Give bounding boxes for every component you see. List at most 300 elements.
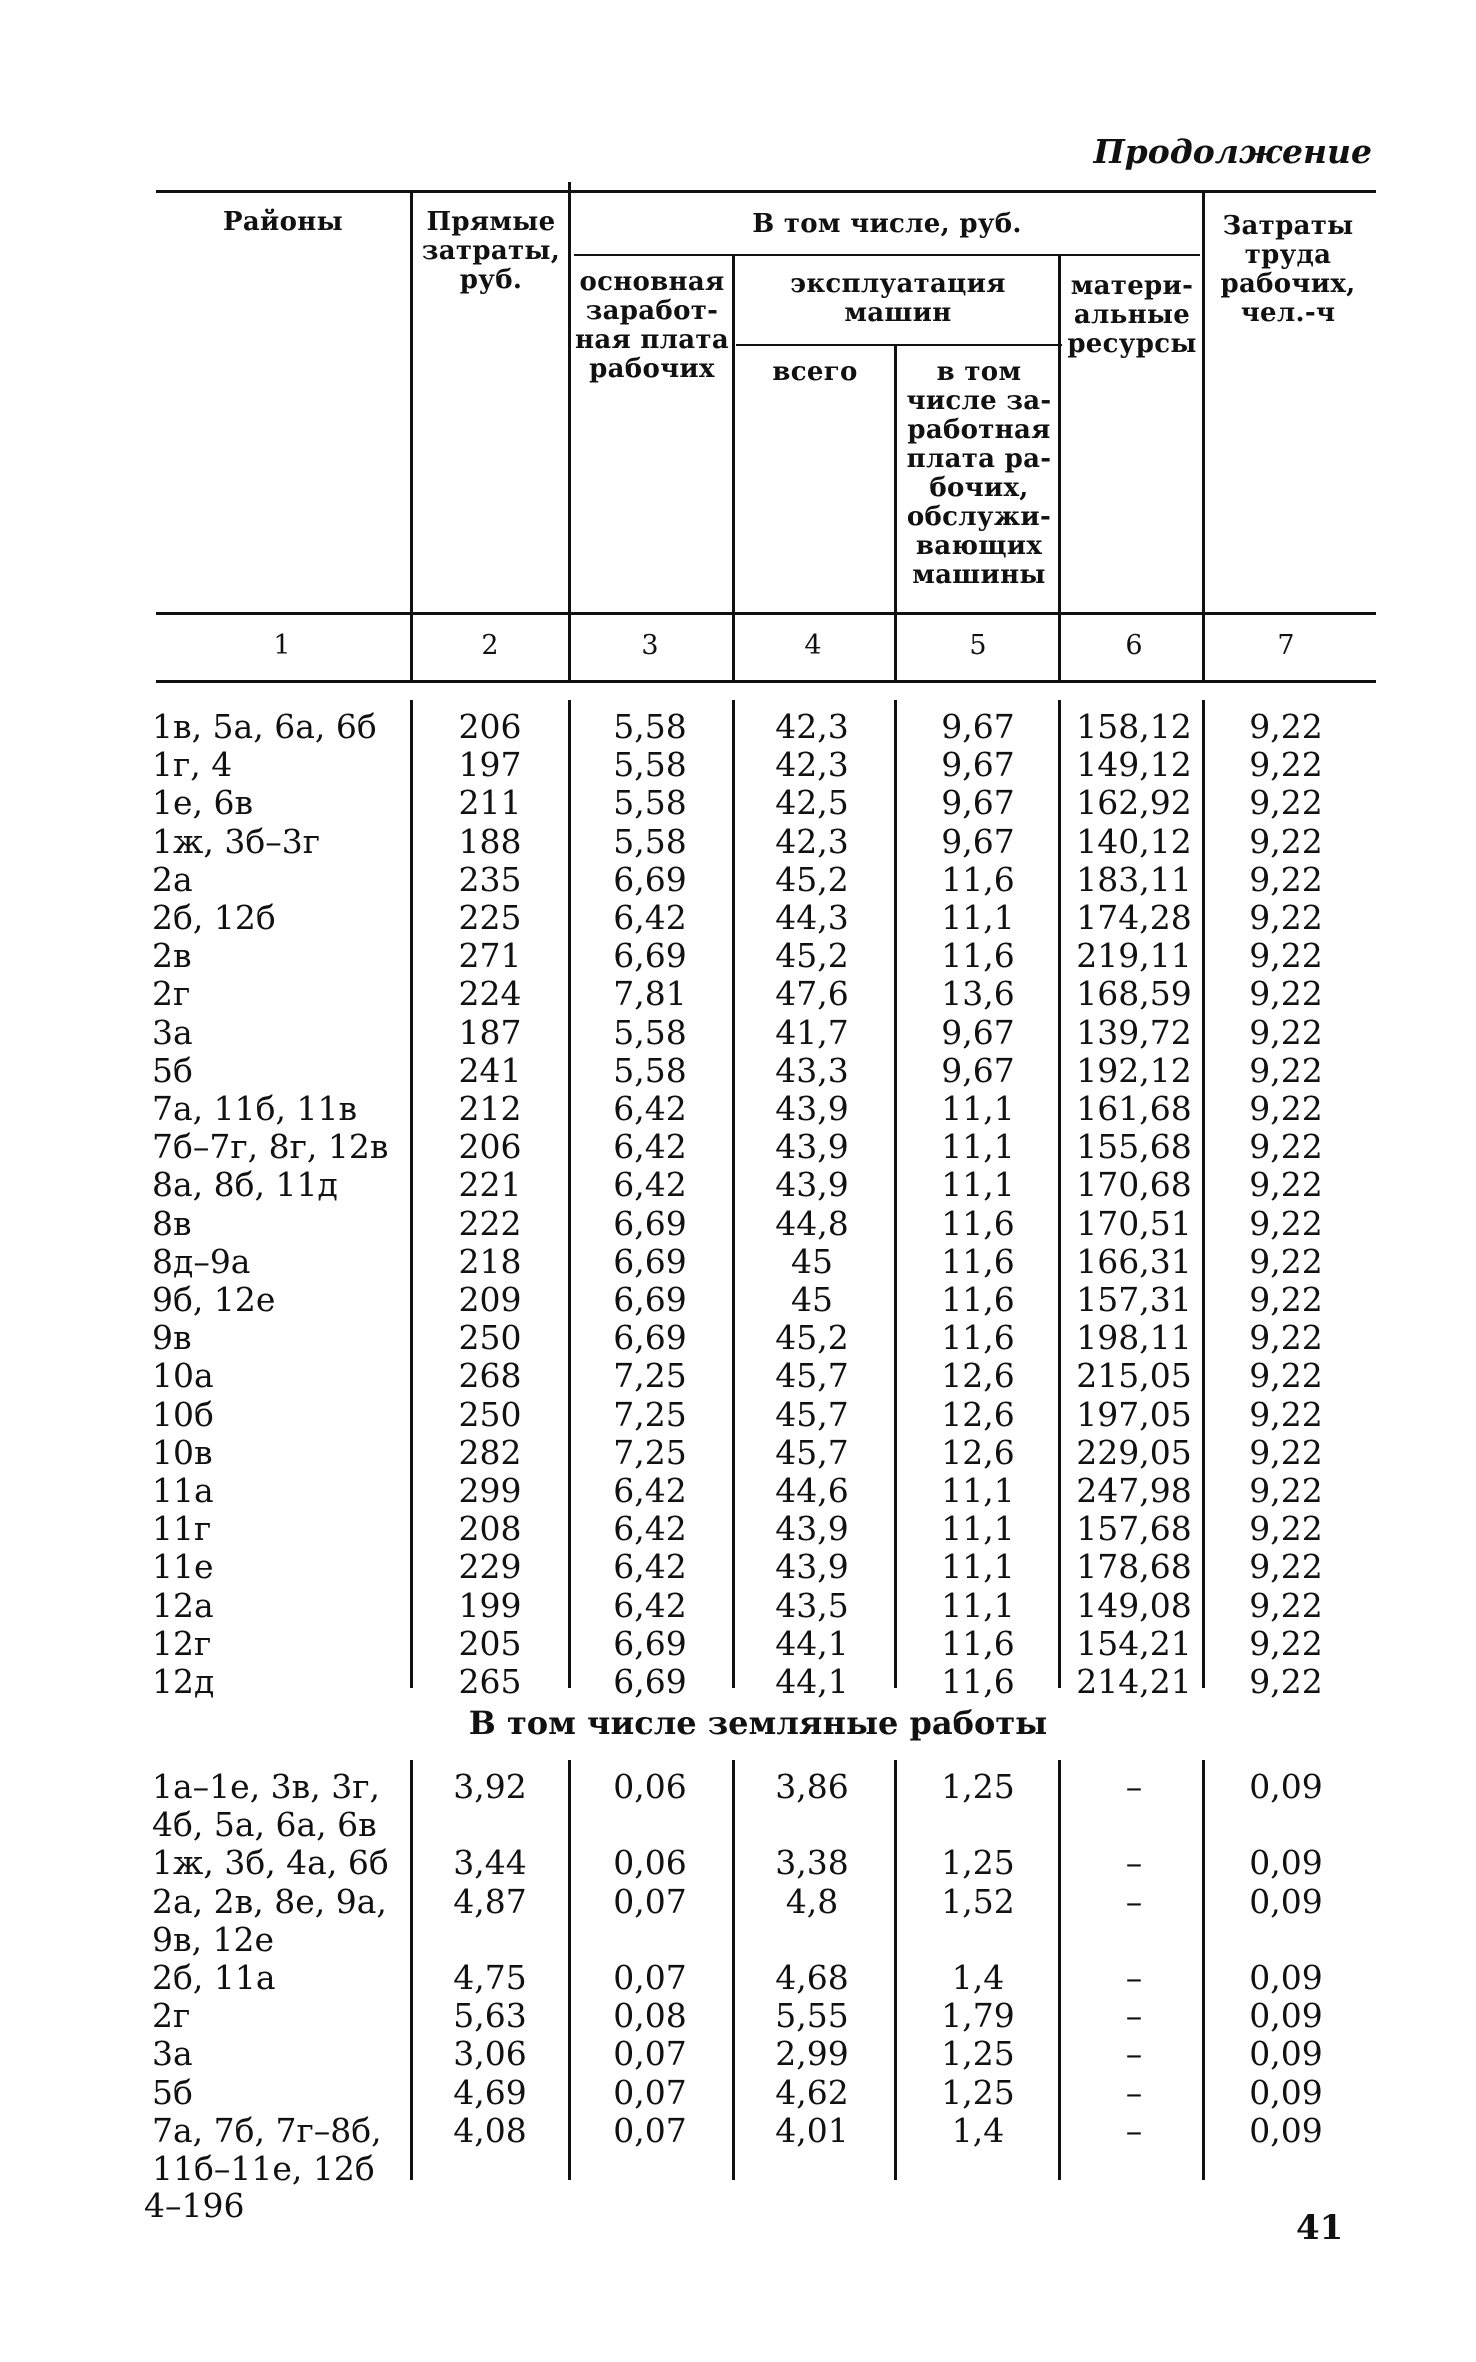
table-cell-col4: 41,7	[775, 1012, 849, 1052]
table-cell-col2: 4,08	[453, 2110, 527, 2150]
table-cell-col5: 1,4	[951, 2110, 1005, 2150]
table-cell-col7: 0,09	[1249, 2034, 1323, 2074]
table-row	[0, 1806, 1476, 1844]
table-cell-col3: 5,58	[613, 707, 687, 746]
table-cell-col4: 4,01	[775, 2110, 849, 2150]
header-divider-1	[410, 190, 413, 680]
table-cell-col3: 0,07	[613, 2110, 687, 2150]
table-cell-col6: 155,68	[1076, 1127, 1192, 1167]
header-sub-rule-including	[574, 254, 1200, 256]
table-cell-col5: 11,1	[941, 1165, 1015, 1205]
table-cell-col1: 8а, 8б, 11д	[152, 1165, 338, 1205]
table-cell-col1: 1е, 6в	[152, 783, 254, 823]
table-row	[0, 1768, 1476, 1806]
table-cell-col7: 9,22	[1249, 1203, 1323, 1243]
table-cell-col4: 43,9	[775, 1509, 849, 1549]
table-cell-col5: 11,6	[941, 1203, 1015, 1243]
table-cell-col4: 4,68	[775, 1958, 849, 1997]
table-cell-col7: 9,22	[1249, 707, 1323, 746]
table-cell-col2: 3,92	[453, 1767, 527, 1806]
table-row	[0, 1357, 1476, 1395]
table-cell-col1: 2г	[152, 974, 191, 1014]
table-row	[0, 1166, 1476, 1204]
table-cell-col1: 1ж, 3б, 4а, 6б	[152, 1843, 389, 1883]
table-cell-col2: 199	[458, 1585, 522, 1625]
table-cell-col6: 170,51	[1076, 1203, 1192, 1243]
table-cell-col7: 9,22	[1249, 859, 1323, 899]
table-cell-col4: 44,3	[775, 898, 849, 937]
table-cell-col7: 0,09	[1249, 1843, 1323, 1883]
table-cell-col4: 45,7	[775, 1394, 849, 1434]
table-cell-col1: 8д–9а	[152, 1241, 251, 1281]
table-cell-col4: 45,7	[775, 1356, 849, 1396]
table-cell-col6: 157,68	[1076, 1509, 1192, 1549]
table-cell-col5: 12,6	[941, 1394, 1015, 1434]
table-cell-col6: –	[1125, 1996, 1143, 2036]
table-cell-col3: 0,07	[613, 2034, 687, 2074]
col-number-6: 6	[1125, 630, 1143, 661]
table-cell-col7: 0,09	[1249, 2110, 1323, 2150]
table-cell-col2: 271	[458, 936, 522, 976]
table-cell-col7: 9,22	[1249, 1356, 1323, 1396]
table-cell-col4: 42,3	[775, 707, 849, 746]
table-row	[0, 2035, 1476, 2073]
table-cell-col7: 9,22	[1249, 1662, 1323, 1701]
table-row	[0, 2112, 1476, 2150]
header-divider-3	[732, 254, 735, 680]
table-cell-col1: 2б, 12б	[152, 898, 276, 937]
table-cell-col7: 9,22	[1249, 821, 1323, 861]
table-cell-col1: 12д	[152, 1662, 215, 1701]
header-divider-6	[1202, 190, 1205, 680]
col-number-7: 7	[1277, 630, 1295, 661]
table-cell-col2: 299	[458, 1471, 522, 1510]
header-materials: матери-альные ресурсы	[1067, 271, 1197, 359]
table-row	[0, 1510, 1476, 1548]
table-cell-col4: 42,5	[775, 783, 849, 823]
table-cell-col4: 4,62	[775, 2072, 849, 2112]
table-row	[0, 861, 1476, 899]
table-cell-col1: 1а–1е, 3в, 3г,	[152, 1767, 381, 1806]
table-cell-col3: 6,69	[613, 1623, 687, 1663]
table-cell-col4: 45,2	[775, 1318, 849, 1358]
table-cell-col4: 44,1	[775, 1662, 849, 1701]
table-cell-col2: 250	[458, 1318, 522, 1358]
header-wages: основная заработ-ная плата рабочих	[574, 267, 729, 384]
table-row	[0, 1883, 1476, 1921]
table-cell-col1: 2б, 11а	[152, 1958, 276, 1997]
table-cell-col7: 9,22	[1249, 974, 1323, 1014]
table-cell-col4: 44,8	[775, 1203, 849, 1243]
table-cell-col6: 183,11	[1076, 859, 1192, 899]
table-row	[0, 1587, 1476, 1625]
table-cell-col4: 2,99	[775, 2034, 849, 2074]
table-cell-col5: 12,6	[941, 1356, 1015, 1396]
col-number-2: 2	[481, 630, 499, 661]
table-cell-col3: 7,81	[613, 974, 687, 1014]
table-cell-col7: 9,22	[1249, 1394, 1323, 1434]
table-row	[0, 746, 1476, 784]
table-cell-col7: 9,22	[1249, 1509, 1323, 1549]
table-cell-col6: 174,28	[1076, 898, 1192, 937]
table-cell-col5: 11,1	[941, 898, 1015, 937]
table-cell-col7: 9,22	[1249, 1089, 1323, 1128]
table-cell-col2: 3,44	[453, 1843, 527, 1883]
table-cell-col3: 6,42	[613, 1509, 687, 1549]
table-cell-col3: 7,25	[613, 1356, 687, 1396]
table-cell-col4: 43,9	[775, 1547, 849, 1587]
table-cell-col6: –	[1125, 1881, 1143, 1921]
table-cell-col3: 6,42	[613, 1127, 687, 1167]
table-cell-col6: 139,72	[1076, 1012, 1192, 1052]
table-cell-col6: 162,92	[1076, 783, 1192, 823]
table-cell-col7: 9,22	[1249, 936, 1323, 976]
table-row	[0, 937, 1476, 975]
table-cell-col5: 9,67	[941, 783, 1015, 823]
table-cell-col1: 2г	[152, 1996, 191, 2036]
table-row	[0, 1921, 1476, 1959]
header-divider-2	[568, 182, 571, 680]
table-row	[0, 1205, 1476, 1243]
table-cell-col4: 44,1	[775, 1623, 849, 1663]
table-cell-col5: 11,1	[941, 1509, 1015, 1549]
table-cell-col5: 9,67	[941, 745, 1015, 785]
table-cell-col5: 9,67	[941, 1050, 1015, 1090]
table-cell-col5: 11,6	[941, 1318, 1015, 1358]
table-cell-col7: 9,22	[1249, 1318, 1323, 1358]
table-cell-col7: 9,22	[1249, 1432, 1323, 1472]
table-cell-col3: 0,06	[613, 1843, 687, 1883]
table-cell-col2: 4,87	[453, 1881, 527, 1921]
table-cell-col7: 9,22	[1249, 1012, 1323, 1052]
table-cell-col6: 161,68	[1076, 1089, 1192, 1128]
table-row	[0, 1281, 1476, 1319]
header-districts: Районы	[223, 207, 343, 237]
table-cell-col3: 5,58	[613, 745, 687, 785]
col-number-5: 5	[969, 630, 987, 661]
table-cell-col2: 211	[458, 783, 522, 823]
continuation-label: Продолжение	[1093, 132, 1372, 171]
table-cell-col1: 11г	[152, 1509, 212, 1549]
table-cell-col5: 1,52	[941, 1881, 1015, 1921]
table-cell-col1: 10в	[152, 1432, 213, 1472]
table-cell-col2: 197	[458, 745, 522, 785]
header-including: В том числе, руб.	[752, 209, 1022, 239]
table-cell-col2: 282	[458, 1432, 522, 1472]
table-cell-col7: 0,09	[1249, 1958, 1323, 1997]
table-cell-col5: 11,1	[941, 1127, 1015, 1167]
table-cell-col5: 1,25	[941, 1843, 1015, 1883]
table-cell-col4: 3,86	[775, 1767, 849, 1806]
table-cell-col3: 7,25	[613, 1432, 687, 1472]
page-number: 41	[1296, 2208, 1344, 2248]
table-cell-col7: 9,22	[1249, 1471, 1323, 1510]
table-cell-col2: 205	[458, 1623, 522, 1663]
table-cell-col3: 6,69	[613, 1318, 687, 1358]
table-cell-col4: 3,38	[775, 1843, 849, 1883]
table-cell-col2: 241	[458, 1050, 522, 1090]
table-cell-col3: 6,69	[613, 1203, 687, 1243]
table-cell-col2: 265	[458, 1662, 522, 1701]
table-row	[0, 823, 1476, 861]
table-cell-col3: 6,69	[613, 1280, 687, 1319]
table-cell-col2: 206	[458, 707, 522, 746]
table-cell-col5: 11,1	[941, 1471, 1015, 1510]
table-cell-col1: 12а	[152, 1585, 214, 1625]
table-cell-col5: 11,6	[941, 1241, 1015, 1281]
table-row	[0, 2150, 1476, 2188]
table-row	[0, 1625, 1476, 1663]
table-cell-col6: –	[1125, 2110, 1143, 2150]
table-cell-col3: 6,42	[613, 1471, 687, 1510]
table-cell-col2: 3,06	[453, 2034, 527, 2074]
table-cell-col7: 9,22	[1249, 1241, 1323, 1281]
table-row	[0, 1997, 1476, 2035]
col-number-3: 3	[641, 630, 659, 661]
table-cell-col2: 268	[458, 1356, 522, 1396]
table-cell-col4: 4,8	[785, 1881, 839, 1921]
table-cell-col5: 1,25	[941, 2072, 1015, 2112]
table-cell-col2: 209	[458, 1280, 522, 1319]
table-cell-col6: –	[1125, 2072, 1143, 2112]
table-cell-col4: 42,3	[775, 821, 849, 861]
table-cell-col6: –	[1125, 1843, 1143, 1883]
table-cell-col5: 11,6	[941, 936, 1015, 976]
table-cell-col2: 4,75	[453, 1958, 527, 1997]
table-cell-col2: 5,63	[453, 1996, 527, 2036]
table-cell-col5: 11,6	[941, 1623, 1015, 1663]
table-cell-col7: 9,22	[1249, 1050, 1323, 1090]
column-numbers-rule	[156, 680, 1376, 683]
table-cell-col6: 149,12	[1076, 745, 1192, 785]
table-cell-col7: 0,09	[1249, 1767, 1323, 1806]
table-row	[0, 1472, 1476, 1510]
table-row	[0, 899, 1476, 937]
table-cell-col6: 168,59	[1076, 974, 1192, 1014]
table-cell-col5: 1,25	[941, 2034, 1015, 2074]
table-cell-col7: 9,22	[1249, 1547, 1323, 1587]
table-cell-col3: 0,07	[613, 1958, 687, 1997]
table-cell-col5: 9,67	[941, 1012, 1015, 1052]
table-cell-col6: 229,05	[1076, 1432, 1192, 1472]
table-cell-col5: 11,1	[941, 1089, 1015, 1128]
table-cell-col6: –	[1125, 1958, 1143, 1997]
table-cell-col4: 44,6	[775, 1471, 849, 1510]
table-row	[0, 2074, 1476, 2112]
table-cell-col1: 7а, 11б, 11в	[152, 1089, 358, 1128]
table-row	[0, 1663, 1476, 1701]
table-cell-col1: 2в	[152, 936, 192, 976]
table-cell-col3: 0,07	[613, 1881, 687, 1921]
table-cell-col4: 45,2	[775, 859, 849, 899]
table-cell-col1: 4б, 5а, 6а, 6в	[152, 1805, 377, 1845]
table-cell-col3: 6,42	[613, 1585, 687, 1625]
table-cell-col2: 229	[458, 1547, 522, 1587]
table-cell-col3: 0,07	[613, 2072, 687, 2112]
table-cell-col3: 0,08	[613, 1996, 687, 2036]
table-cell-col5: 11,6	[941, 859, 1015, 899]
table-cell-col2: 222	[458, 1203, 522, 1243]
table-cell-col5: 9,67	[941, 707, 1015, 746]
table-cell-col3: 6,69	[613, 936, 687, 976]
header-top-rule	[156, 190, 1376, 193]
table-cell-col7: 9,22	[1249, 898, 1323, 937]
table-cell-col3: 0,06	[613, 1767, 687, 1806]
table-cell-col3: 5,58	[613, 821, 687, 861]
table-cell-col1: 1в, 5а, 6а, 6б	[152, 707, 377, 746]
table-cell-col1: 2а, 2в, 8е, 9а,	[152, 1881, 387, 1921]
table-cell-col6: 154,21	[1076, 1623, 1192, 1663]
table-cell-col1: 1г, 4	[152, 745, 233, 785]
table-cell-col2: 187	[458, 1012, 522, 1052]
table-cell-col5: 1,25	[941, 1767, 1015, 1806]
table-cell-col7: 9,22	[1249, 1585, 1323, 1625]
table-cell-col3: 6,69	[613, 1241, 687, 1281]
table-cell-col3: 6,42	[613, 1165, 687, 1205]
table-row	[0, 1128, 1476, 1166]
table-cell-col6: 198,11	[1076, 1318, 1192, 1358]
table-cell-col1: 3а	[152, 1012, 193, 1052]
table-cell-col1: 7а, 7б, 7г–8б,	[152, 2110, 382, 2150]
table-cell-col5: 1,79	[941, 1996, 1015, 2036]
table-cell-col4: 45	[791, 1280, 833, 1319]
header-sub-rule-machines	[736, 344, 1062, 346]
table-cell-col7: 9,22	[1249, 1280, 1323, 1319]
table-cell-col1: 1ж, 3б–3г	[152, 821, 320, 861]
col-number-4: 4	[804, 630, 822, 661]
table-cell-col1: 12г	[152, 1623, 212, 1663]
table-cell-col2: 218	[458, 1241, 522, 1281]
table-cell-col1: 8в	[152, 1203, 192, 1243]
table-cell-col6: 157,31	[1076, 1280, 1192, 1319]
table-cell-col4: 47,6	[775, 974, 849, 1014]
table-row	[0, 1434, 1476, 1472]
table-cell-col3: 5,58	[613, 1012, 687, 1052]
table-cell-col1: 5б	[152, 1050, 193, 1090]
table-cell-col7: 9,22	[1249, 1165, 1323, 1205]
table-cell-col6: –	[1125, 2034, 1143, 2074]
table-cell-col6: 170,68	[1076, 1165, 1192, 1205]
header-direct-costs: Прямые затраты, руб.	[421, 207, 561, 295]
table-row	[0, 1319, 1476, 1357]
table-cell-col6: 149,08	[1076, 1585, 1192, 1625]
table-cell-col6: 166,31	[1076, 1241, 1192, 1281]
table-cell-col1: 10а	[152, 1356, 214, 1396]
table-cell-col7: 9,22	[1249, 783, 1323, 823]
table-row	[0, 1052, 1476, 1090]
table-cell-col6: 219,11	[1076, 936, 1192, 976]
table-cell-col7: 0,09	[1249, 2072, 1323, 2112]
table-row	[0, 1844, 1476, 1882]
col-number-1: 1	[273, 630, 291, 661]
table-cell-col4: 45,7	[775, 1432, 849, 1472]
table-cell-col1: 11е	[152, 1547, 214, 1587]
table-cell-col2: 206	[458, 1127, 522, 1167]
table-cell-col4: 43,3	[775, 1050, 849, 1090]
table-cell-col5: 1,4	[951, 1958, 1005, 1997]
table-cell-col2: 235	[458, 859, 522, 899]
table-cell-col2: 224	[458, 974, 522, 1014]
footer-signature-mark: 4–196	[144, 2186, 245, 2225]
table-row	[0, 1548, 1476, 1586]
header-labor: Затраты труда рабочих, чел.-ч	[1220, 211, 1356, 328]
table-cell-col5: 11,6	[941, 1280, 1015, 1319]
table-cell-col1: 2а	[152, 859, 193, 899]
table-cell-col4: 42,3	[775, 745, 849, 785]
table-cell-col5: 9,67	[941, 821, 1015, 861]
table-cell-col1: 5б	[152, 2072, 193, 2112]
table-cell-col3: 6,42	[613, 1547, 687, 1587]
table-cell-col5: 11,1	[941, 1547, 1015, 1587]
table-cell-col6: 158,12	[1076, 707, 1192, 746]
table-cell-col6: 178,68	[1076, 1547, 1192, 1587]
table-cell-col7: 9,22	[1249, 745, 1323, 785]
table-cell-col2: 225	[458, 898, 522, 937]
table-cell-col7: 9,22	[1249, 1127, 1323, 1167]
table-cell-col1: 9б, 12е	[152, 1280, 276, 1319]
table-cell-col6: 215,05	[1076, 1356, 1192, 1396]
table-cell-col1: 7б–7г, 8г, 12в	[152, 1127, 389, 1167]
table-cell-col3: 6,42	[613, 898, 687, 937]
table-cell-col5: 13,6	[941, 974, 1015, 1014]
header-bottom-rule	[156, 612, 1376, 615]
table-cell-col1: 9в	[152, 1318, 192, 1358]
table-row	[0, 1090, 1476, 1128]
section-title-earthworks: В том числе земляные работы	[468, 1704, 1048, 1742]
table-cell-col1: 9в, 12е	[152, 1919, 275, 1959]
table-cell-col1: 11а	[152, 1471, 214, 1510]
table-row	[0, 784, 1476, 822]
table-cell-col3: 5,58	[613, 783, 687, 823]
table-cell-col7: 9,22	[1249, 1623, 1323, 1663]
table-cell-col3: 5,58	[613, 1050, 687, 1090]
table-cell-col6: 197,05	[1076, 1394, 1192, 1434]
table-cell-col3: 7,25	[613, 1394, 687, 1434]
table-cell-col2: 250	[458, 1394, 522, 1434]
table-cell-col4: 43,5	[775, 1585, 849, 1625]
table-row	[0, 1959, 1476, 1997]
table-cell-col4: 5,55	[775, 1996, 849, 2036]
table-cell-col7: 0,09	[1249, 1996, 1323, 2036]
header-machines: эксплуатация машин	[790, 269, 1006, 328]
table-cell-col1: 11б–11е, 12б	[152, 2149, 375, 2188]
table-cell-col6: 140,12	[1076, 821, 1192, 861]
table-cell-col6: 214,21	[1076, 1662, 1192, 1701]
table-cell-col6: 247,98	[1076, 1471, 1192, 1510]
table-cell-col6: 192,12	[1076, 1050, 1192, 1090]
table-cell-col3: 6,69	[613, 859, 687, 899]
table-cell-col5: 12,6	[941, 1432, 1015, 1472]
header-divider-4	[894, 344, 897, 680]
table-cell-col4: 45	[791, 1241, 833, 1281]
table-cell-col5: 11,1	[941, 1585, 1015, 1625]
table-cell-col5: 11,6	[941, 1662, 1015, 1701]
table-cell-col3: 6,42	[613, 1089, 687, 1128]
table-cell-col2: 212	[458, 1089, 522, 1128]
table-row	[0, 708, 1476, 746]
table-cell-col1: 10б	[152, 1394, 214, 1434]
table-cell-col7: 0,09	[1249, 1881, 1323, 1921]
table-row	[0, 975, 1476, 1013]
table-row	[0, 1396, 1476, 1434]
header-total: всего	[772, 357, 858, 387]
header-divider-5	[1058, 254, 1061, 680]
table-cell-col2: 208	[458, 1509, 522, 1549]
table-row	[0, 1243, 1476, 1281]
table-cell-col2: 221	[458, 1165, 522, 1205]
header-machine-wages: в том числе за-работная плата ра-бочих, обслужи-вающих машины	[906, 357, 1052, 590]
table-cell-col4: 43,9	[775, 1089, 849, 1128]
